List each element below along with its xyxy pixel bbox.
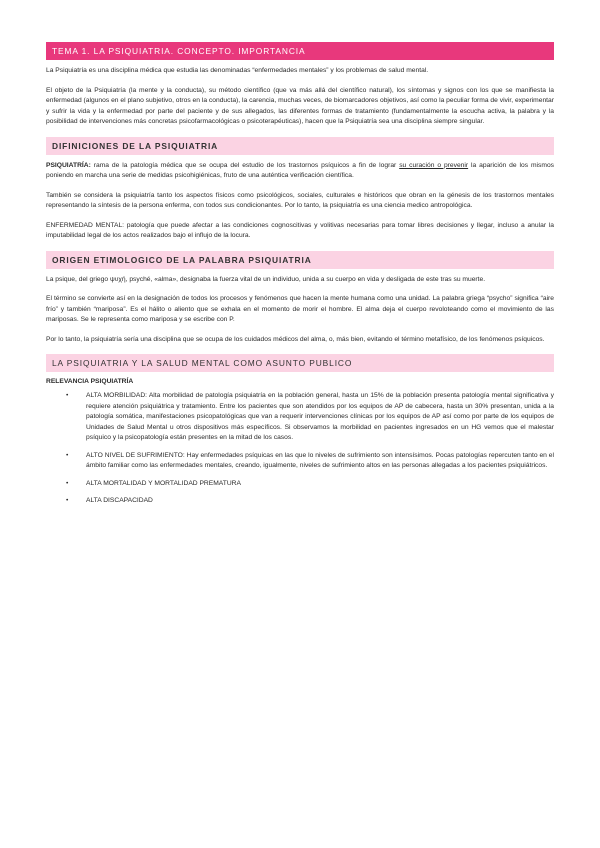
list-item [66, 391, 554, 444]
list-item [66, 496, 554, 507]
item-text: Hay enfermedades psíquicas en las que lo niveles de sufrimiento son intensísimos. Pocas patologías repercuten tanto en el ámbito familiar como las enfermedades mentales, creando, igualmente, niveles de sufrimiento altos en las personas allegadas a los pacientes psiquiátricos. [86, 451, 554, 469]
item-label: ALTA MORBILIDAD: [86, 392, 148, 399]
paragraph-enfermedad-mental [46, 221, 554, 242]
underlined-text: su curación o prevenir [399, 161, 469, 169]
term-text: la aparición de los mismos poniendo en marcha una serie de medidas psicohigiénicas, fruto de una auténtica verificación científica. [46, 161, 555, 179]
paragraph-object: El objeto de la Psiquiatría (la mente y la conducta), su método científico (que va más allá del científico natural), los síntomas y signos con los que se manifiesta la enfermedad (algunos en el plano subjetivo, otros en la conducta), la carencia, muchas veces, de biomarcadores objetivos, así como la peculiar forma de vivir, experimentar y sufrir la vida y la enfermedad por parte del paciente y de sus allegados, las diferentes formas de tratamiento (fundamentalmente la escucha activa, la palabra y la posibilidad de intervenciones más concretas psicofarmacológicas o psicoterapéuticas), hacen que la Psiquiatría sea una disciplina siempre singular. [46, 86, 554, 125]
item-label: ALTO NIVEL DE SUFRIMIENTO: [86, 451, 185, 459]
term-label: ENFERMEDAD MENTAL: [46, 221, 125, 229]
bullet-icon: • [66, 392, 69, 399]
subheading-relevancia: RELEVANCIA PSIQUIATRÍA [46, 378, 134, 385]
section-title-definiciones: DIFINICIONES DE LA PSIQUIATRIA [46, 137, 554, 155]
list-item [66, 479, 554, 490]
section-title-salud-mental: LA PSIQUIATRIA Y LA SALUD MENTAL COMO ASUNTO PUBLICO [46, 354, 554, 372]
paragraph-psiquiatria [46, 161, 554, 182]
paragraph-psique: La psique, del griego ψυχή, psyché, «alma», designaba la fuerza vital de un individuo, unida a su cuerpo en vida y desligada de este tras su muerte. [46, 275, 486, 283]
paragraph-definition: La Psiquiatría es una disciplina médica que estudia las denominadas “enfermedades mentales” y los problemas de salud mental. [46, 67, 429, 74]
section-title-origen: ORIGEN ETIMOLOGICO DE LA PALABRA PSIQUIATRIA [46, 251, 554, 269]
section-title-tema-1: TEMA 1. LA PSIQUIATRIA. CONCEPTO. IMPORTANCIA [46, 42, 554, 60]
term-label: PSIQUIATRÍA: [46, 161, 91, 169]
document-page [46, 42, 554, 514]
relevance-list [46, 391, 554, 507]
term-text: rama de la patología médica que se ocupa del estudio de los trastornos psíquicos a fin de lograr [90, 161, 400, 169]
item-label: ALTA MORTALIDAD Y MORTALIDAD PREMATURA [86, 479, 241, 487]
list-item [66, 451, 554, 472]
bullet-icon: • [66, 479, 69, 487]
term-text: patología que puede afectar a las condiciones cognoscitivas y volitivas necesarias para tomar libres decisiones y llegar, incluso a anular la imputabilidad legal de los actos realizados bajo el influjo de la locura. [46, 221, 554, 239]
item-label: ALTA DISCAPACIDAD [86, 497, 153, 504]
bullet-icon: • [66, 451, 69, 459]
paragraph-termino: El término se convierte así en la designación de todos los procesos y fenómenos que hacen la mente humana como una unidad. La palabra griega “psycho” significa “aire frío” y también “mariposa”. Es el hálito o aliento que se exhala en el momento de morir el hombre. El alma deja el cuerpo revoloteando como el movimiento de las mariposas. Se le representa como mariposa y se escribe con P. [46, 295, 554, 323]
paragraph-aspects: También se considera la psiquiatría tanto los aspectos físicos como psicológicos, sociales, culturales e históricos que obran en la génesis de los trastornos mentales representando la síntesis de la persona enferma, con todos sus condicionantes. Por lo tanto, la psiquiatría es una ciencia medico antropológica. [46, 191, 554, 209]
bullet-icon: • [66, 497, 69, 504]
item-text: Alta morbilidad de patología psiquiatría en la población general, hasta un 15% de la población presenta patología mental significativa y requiere atención psiquiátrica y tratamiento. Entre los pacientes que son atendidos por los equipos de AP de cabecera, hasta un 30% presentan, unida a la patología somática, manifestaciones psicopatológicas que van a requerir intervenciones clínicas por los equipos de AP así como por parte de los equipos de Unidades de Salud Mental u otros dispositivos más específicos. Si observamos la morbilidad en pacientes ingresados en un HG vemos que el malestar psíquico y la psicopatología están presentes en la mitad de los casos. [86, 392, 554, 441]
paragraph-conclusion: Por lo tanto, la psiquiatría sería una disciplina que se ocupa de los cuidados médicos del alma, o, más bien, evitando el término metafísico, de los fenómenos psíquicos. [46, 335, 545, 343]
